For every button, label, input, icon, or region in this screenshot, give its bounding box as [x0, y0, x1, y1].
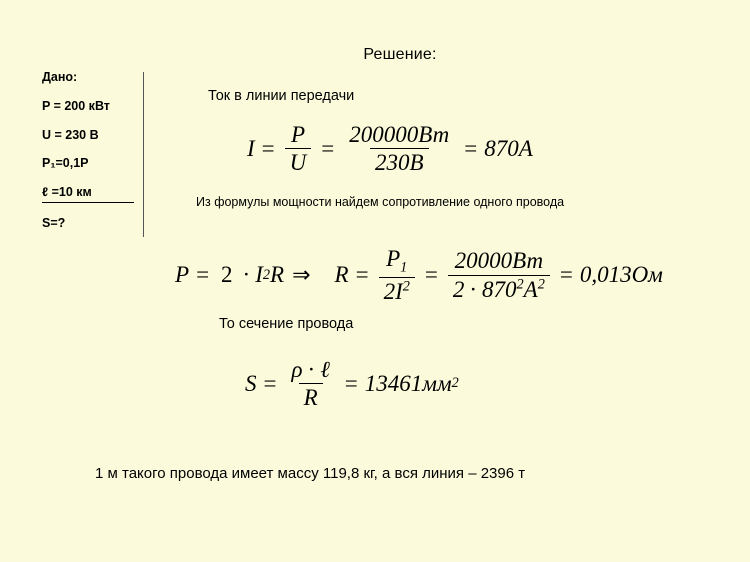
eq-resist-frac-values: [448, 248, 550, 302]
footer-note: 1 м такого провода имеет массу 119,8 кг, а вся линия – 2396 т: [95, 465, 526, 482]
eq-current-frac-values-num: 200000Вт: [349, 122, 450, 147]
given-header: Дано:: [42, 70, 78, 84]
eq-resist-coef: 2: [221, 262, 233, 288]
eq-current-frac-pu-num: P: [290, 122, 305, 147]
eq-resist-rhs-lhs: R: [334, 262, 349, 288]
eq-resist-frac-symbolic: [379, 246, 415, 305]
eq-current-frac-values-den: 230В: [370, 148, 429, 175]
given-row-power-loss: P₁=0,1P: [42, 156, 89, 170]
eq-section-result: 13461: [364, 370, 423, 396]
eq-current-lhs: I: [247, 135, 255, 161]
given-row-question: S=?: [42, 215, 66, 230]
equation-current: I = $\frac{P}{U}$ = $\frac{200000Вт}{230В}$ = 870 А: [247, 122, 533, 176]
eq-section-frac-num: ρ · ℓ: [291, 357, 330, 382]
eq-resist-frac-symbolic-den: $2I^2$: [379, 277, 415, 304]
eq-current-frac-pu: [285, 122, 312, 176]
eq-section-frac-den: R: [299, 383, 323, 410]
eq-resist-result-unit: Ом: [631, 262, 663, 288]
eq-resist-r: R: [270, 262, 285, 288]
equation-section: S = $\frac{\text{ρ · ℓ}}{R}$ = 13461 мм 2: [245, 357, 459, 411]
step-current-label: Ток в линии передачи: [208, 88, 355, 104]
eq-resist-frac-values-num: 20000Вт: [454, 248, 544, 274]
eq-current-frac-values: [344, 122, 454, 176]
given-block: [42, 70, 152, 244]
eq-resist-frac-symbolic-num: $P_1$: [386, 246, 408, 276]
eq-resist-current: I: [255, 262, 263, 288]
given-divider: [143, 72, 144, 237]
eq-section-frac: [286, 357, 334, 411]
given-row-voltage: U = 230 В: [42, 127, 99, 142]
eq-current-result: 870: [484, 135, 519, 161]
page-title-text: Решение:: [363, 46, 437, 63]
eq-current-frac-pu-den: U: [285, 148, 312, 175]
eq-section-lhs: S: [245, 370, 257, 396]
eq-section-result-unit-exp: 2: [451, 375, 459, 392]
implies-arrow: ⇒: [292, 262, 311, 288]
equation-resistance: P = 2 · I 2 R ⇒ R = $\frac{P_1}{2I^2}$ = $\frac{20000Вт}{2 \cdot 870^2А^2}$ = 0,013 Ом: [175, 246, 663, 305]
eq-section-result-unit: мм: [422, 370, 452, 396]
eq-resist-result: 0,013: [579, 262, 632, 288]
step-section-label: То сечение провода: [219, 316, 354, 332]
eq-resist-current-exp: 2: [262, 266, 271, 283]
eq-resist-frac-values-den: $2 \cdot 870^2А^2$: [448, 275, 550, 302]
step-resistance-label: Из формулы мощности найдем сопротивление одного провода: [196, 195, 565, 209]
eq-current-result-unit: А: [518, 135, 533, 161]
page-title: [0, 46, 750, 64]
given-row-power: P = 200 кВт: [42, 99, 110, 113]
eq-resist-lhs: P: [175, 262, 190, 288]
given-row-length: ℓ =10 км: [42, 185, 134, 203]
